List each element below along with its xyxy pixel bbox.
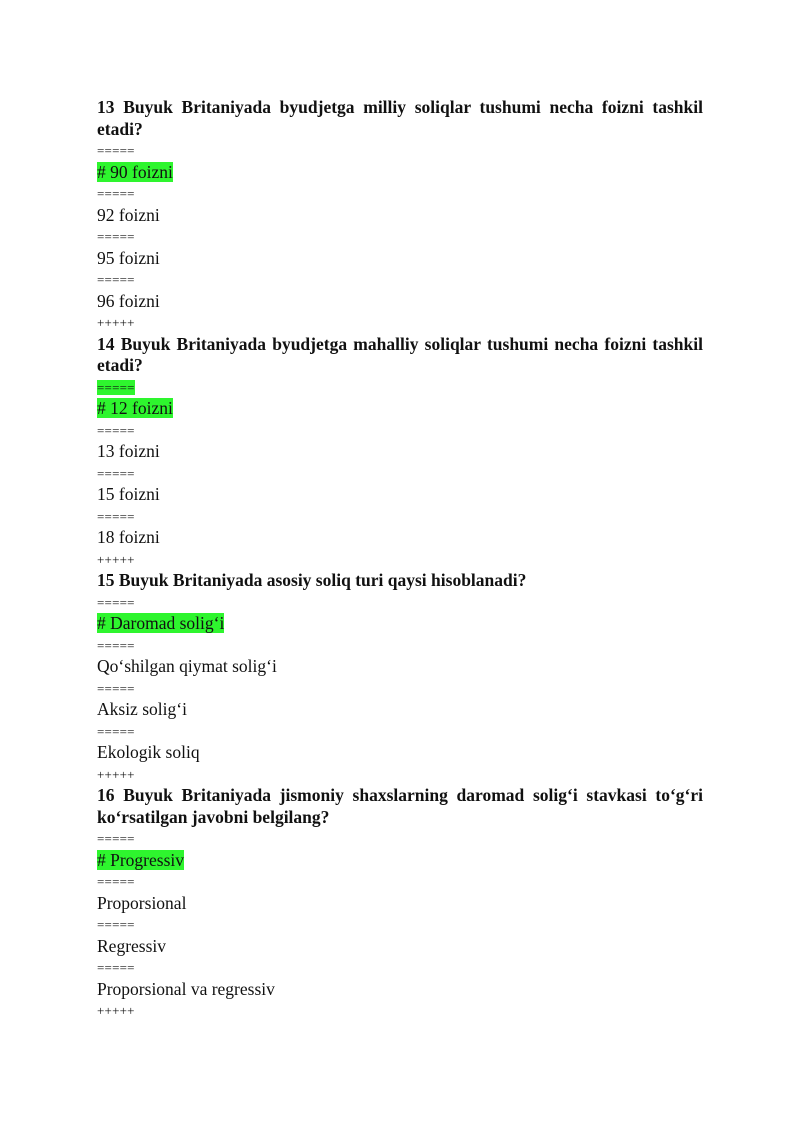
question-end-marker: +++++: [97, 766, 135, 782]
correct-answer: [97, 613, 703, 635]
answer-option: 92 foizni: [97, 204, 160, 225]
answer-option: Ekologik soliq: [97, 742, 200, 762]
answer-separator: =====: [97, 917, 135, 932]
correct-answer: [97, 398, 703, 420]
correct-answer-highlight: # Progressiv: [97, 849, 185, 870]
answer-separator: =====: [97, 831, 135, 846]
question-block: [97, 785, 703, 1022]
answer-separator: =====: [97, 465, 135, 481]
correct-answer-highlight: # Daromad solig‘i: [97, 613, 225, 633]
question-title: 14 Buyuk Britaniyada byudjetga mahalliy soliqlar tushumi necha foizni tashkil etadi?: [97, 333, 703, 375]
answer-option: 96 foizni: [97, 290, 160, 311]
question-end-marker: +++++: [97, 551, 135, 567]
answer-separator: =====: [97, 594, 135, 610]
question-end-marker: +++++: [97, 1003, 135, 1018]
answer-separator: =====: [97, 186, 135, 201]
answer-separator: =====: [97, 422, 135, 438]
document-page: [97, 97, 703, 1022]
correct-answer-highlight: # 12 foizni: [97, 398, 173, 418]
answer-option: Qo‘shilgan qiymat solig‘i: [97, 656, 277, 676]
answer-separator: =====: [97, 723, 135, 739]
correct-answer: [97, 162, 703, 184]
question-title: 16 Buyuk Britaniyada jismoniy shaxslarning daromad solig‘i stavkasi to‘g‘ri ko‘rsatilgan javobni belgilang?: [97, 785, 703, 827]
answer-option: 95 foizni: [97, 247, 160, 268]
correct-answer: [97, 850, 703, 872]
question-block: [97, 334, 703, 571]
answer-option: Regressiv: [97, 935, 167, 956]
correct-answer-highlight: # 90 foizni: [97, 161, 173, 182]
answer-separator: =====: [97, 960, 135, 975]
question-block: [97, 97, 703, 334]
question-title: 13 Buyuk Britaniyada byudjetga milliy soliqlar tushumi necha foizni tashkil etadi?: [97, 97, 703, 139]
answer-separator: =====: [97, 637, 135, 653]
answer-option: Proporsional: [97, 892, 187, 913]
question-end-marker: +++++: [97, 315, 135, 330]
answer-option: 15 foizni: [97, 484, 160, 504]
answer-separator: [97, 377, 703, 399]
answer-option: 18 foizni: [97, 527, 160, 547]
answer-option: Aksiz solig‘i: [97, 699, 187, 719]
answer-option: 13 foizni: [97, 441, 160, 461]
answer-separator: =====: [97, 229, 135, 244]
answer-separator: =====: [97, 874, 135, 889]
question-block: [97, 570, 703, 785]
answer-separator: =====: [97, 143, 135, 158]
answer-separator: =====: [97, 508, 135, 524]
answer-separator: =====: [97, 272, 135, 287]
answer-option: Proporsional va regressiv: [97, 978, 275, 999]
separator-highlight: =====: [97, 379, 135, 395]
answer-separator: =====: [97, 680, 135, 696]
question-title: 15 Buyuk Britaniyada asosiy soliq turi qaysi hisoblanadi?: [97, 570, 527, 590]
